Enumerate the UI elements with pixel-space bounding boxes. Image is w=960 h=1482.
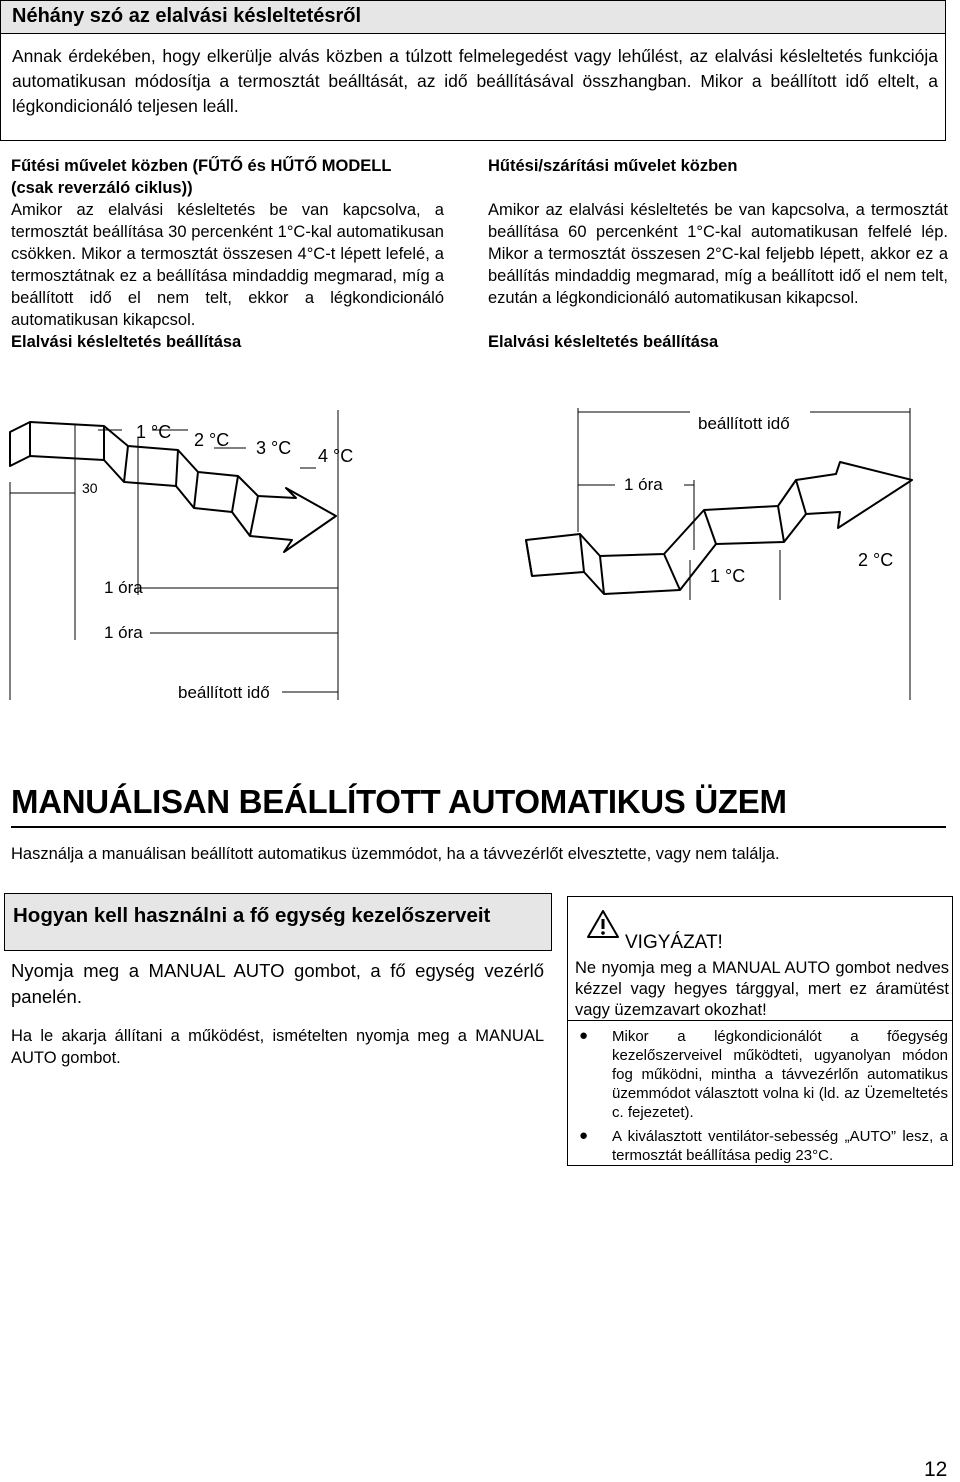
step-label-3: 3 °C — [256, 438, 292, 458]
sleep-delay-diagram — [0, 400, 960, 710]
heating-heading-2: (csak reverzáló ciklus)) — [11, 179, 193, 197]
how-to-use-header — [4, 893, 552, 951]
cooling-setting-label: Elalvási késleltetés beállítása — [488, 333, 719, 351]
list-item: Mikor a légkondicionálót a főegység kezelőszerveivel működteti, ugyanolyan módon fog működni, mintha a távvezérlőn automatikus üzemmódot választott volna ki (ld. az Üzemeltetés c. fejezetet). — [612, 1028, 948, 1121]
page-number: 12 — [924, 1458, 948, 1481]
warning-icon — [586, 909, 620, 939]
set-time-label-right: beállított idő — [698, 414, 790, 433]
step-label-1: 1 °C — [136, 422, 172, 442]
diagram-svg — [0, 400, 960, 710]
list-bullet: ● — [579, 1127, 589, 1144]
notes-list — [567, 1020, 953, 1166]
cooling-heading: Hűtési/szárítási művelet közben — [488, 157, 738, 175]
step-label-right-1: 1 °C — [710, 566, 746, 586]
heating-body: Amikor az elalvási késleltetés be van kapcsolva, a termosztát beállítása 30 percenként 1°C-kal automatikusan csökken. Mikor a termosztát összesen 4°C-t lépett lefelé, a termosztátnak ez a beállítása mindaddig megmarad, míg a beállított idő el nem telt, ekkor a légkondicionáló automatikusan kikapcsol. — [11, 201, 444, 329]
step-label-2: 2 °C — [194, 430, 230, 450]
hour-label-right: 1 óra — [624, 475, 663, 494]
interval-label: 30 — [82, 480, 98, 496]
section-header — [1, 1, 945, 34]
list-bullet: ● — [579, 1027, 589, 1044]
set-time-label-left: beállított idő — [178, 683, 270, 702]
section-title: Néhány szó az elalvási késleltetésről — [12, 5, 362, 27]
hour-label-2: 1 óra — [104, 623, 143, 642]
manual-auto-intro: Használja a manuálisan beállított automatikus üzemmódot, ha a távvezérlőt elvesztette, vagy nem találja. — [11, 845, 780, 863]
heating-column — [11, 155, 444, 353]
step-label-right-2: 2 °C — [858, 550, 894, 570]
title-underline — [11, 826, 946, 828]
warning-text: Ne nyomja meg a MANUAL AUTO gombot nedves kézzel vagy hegyes tárggyal, mert ez áramütést vagy üzemzavart okozhat! — [575, 959, 949, 1019]
how-to-use-step-1: Nyomja meg a MANUAL AUTO gombot, a fő egység vezérlő panelén. — [11, 960, 544, 1007]
manual-auto-title: MANUÁLISAN BEÁLLÍTOTT AUTOMATIKUS ÜZEM — [11, 783, 787, 820]
how-to-use-step-2: Ha le akarja állítani a működést, ismételten nyomja meg a MANUAL AUTO gombot. — [11, 1027, 544, 1067]
hour-label-1: 1 óra — [104, 578, 143, 597]
section-body: Annak érdekében, hogy elkerülje alvás közben a túlzott felmelegedést vagy lehűlést, az elalvási késleltetés funkciója automatikusan módosítja a termosztát beálltását, az idő beállításával összhangban. Mikor a beállított idő eltelt, a légkondicionáló teljesen leáll. — [12, 46, 938, 116]
cooling-body: Amikor az elalvási késleltetés be van kapcsolva, a termosztát beállítása 60 percenként 1°C-kal automatikusan felfelé lép. Mikor a termosztát összesen 2°C-kal feljebb lépett, akkor ez a beállítás mindaddig megmarad, míg a beállított idő el nem telt, ezután a légkondicionáló automatikusan kikapcsol. — [488, 201, 948, 307]
heating-setting-label: Elalvási késleltetés beállítása — [11, 333, 242, 351]
heating-heading-1: Fűtési művelet közben (FŰTŐ és HŰTŐ MODELL — [11, 157, 392, 175]
step-label-4: 4 °C — [318, 446, 354, 466]
how-to-use-title: Hogyan kell használni a fő egység kezelőszerveit — [13, 904, 491, 927]
list-item: A kiválasztott ventilátor-sebesség „AUTO” lesz, a termosztát beállítása pedig 23°C. — [612, 1128, 948, 1164]
warning-title: VIGYÁZAT! — [625, 932, 723, 953]
cooling-column — [488, 155, 948, 353]
sleep-delay-section — [0, 0, 946, 141]
